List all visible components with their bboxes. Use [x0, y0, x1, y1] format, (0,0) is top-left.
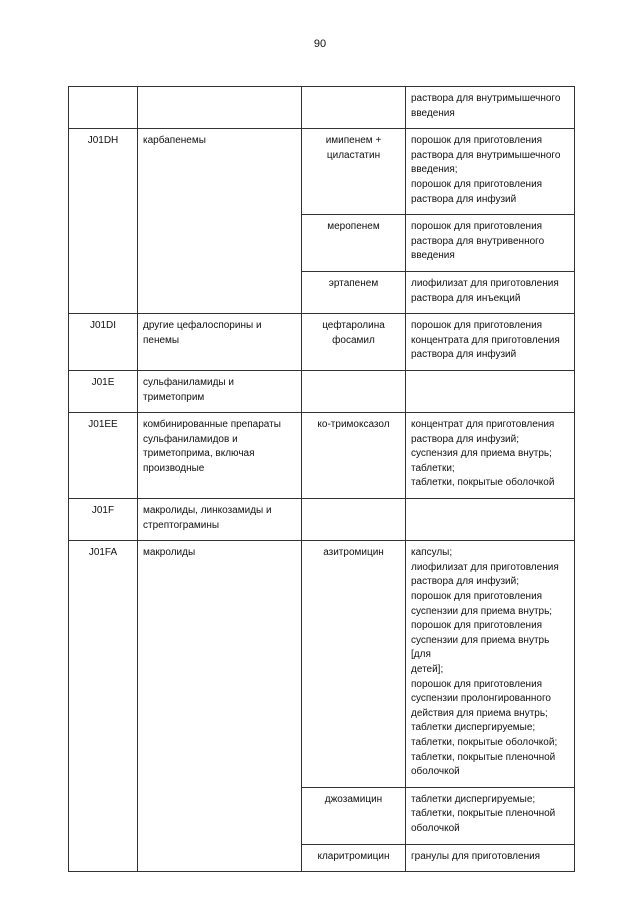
atc-code-cell: J01EE: [69, 413, 138, 499]
dosage-form-cell: порошок для приготовления раствора для внутримышечного введения; порошок для приготовления раствора для инфузий: [406, 129, 575, 215]
table-row: [69, 499, 575, 541]
drug-name-cell: азитромицин: [302, 541, 406, 788]
atc-code-cell: J01DH: [69, 129, 138, 314]
group-name-cell: макролиды, линкозамиды и стрептограмины: [138, 499, 302, 541]
table-row: [69, 129, 575, 215]
group-name-cell: комбинированные препараты сульфаниламидов и триметоприма, включая производные: [138, 413, 302, 499]
drug-name-cell: [302, 87, 406, 129]
table-row: [69, 541, 575, 788]
atc-code-cell: [69, 87, 138, 129]
atc-code-cell: J01E: [69, 370, 138, 412]
table-row: [69, 370, 575, 412]
group-name-cell: сульфаниламиды и триметоприм: [138, 370, 302, 412]
page-number: 90: [313, 38, 327, 50]
group-name-cell: макролиды: [138, 541, 302, 872]
drug-name-cell: ко-тримоксазол: [302, 413, 406, 499]
drug-name-cell: имипенем + циластатин: [302, 129, 406, 215]
group-name-cell: другие цефалоспорины и пенемы: [138, 314, 302, 371]
dosage-form-cell: порошок для приготовления концентрата для приготовления раствора для инфузий: [406, 314, 575, 371]
drug-name-cell: меропенем: [302, 215, 406, 272]
drug-name-cell: цефтаролина фосамил: [302, 314, 406, 371]
atc-code-cell: J01FA: [69, 541, 138, 872]
drug-name-cell: [302, 370, 406, 412]
dosage-form-cell: капсулы; лиофилизат для приготовления раствора для инфузий; порошок для приготовления суспензии для приема внутрь; порошок для приготовления суспензии для приема внутрь [для детей]; порошок для приготовления суспензии пролонгированного действия для приема внутрь; таблетки диспергируемые; таблетки, покрытые оболочкой; таблетки, покрытые пленочной оболочкой: [406, 541, 575, 788]
dosage-form-cell: раствора для внутримышечного введения: [406, 87, 575, 129]
table-row: [69, 87, 575, 129]
drug-name-cell: эртапенем: [302, 271, 406, 313]
group-name-cell: [138, 87, 302, 129]
drug-name-cell: джозамицин: [302, 787, 406, 844]
table-row: [69, 413, 575, 499]
dosage-form-cell: порошок для приготовления раствора для внутривенного введения: [406, 215, 575, 272]
atc-code-cell: J01DI: [69, 314, 138, 371]
dosage-form-cell: концентрат для приготовления раствора для инфузий; суспензия для приема внутрь; таблетки; таблетки, покрытые оболочкой: [406, 413, 575, 499]
dosage-form-cell: лиофилизат для приготовления раствора для инъекций: [406, 271, 575, 313]
dosage-form-cell: [406, 499, 575, 541]
table-row: [69, 314, 575, 371]
dosage-form-cell: таблетки диспергируемые; таблетки, покрытые пленочной оболочкой: [406, 787, 575, 844]
group-name-cell: карбапенемы: [138, 129, 302, 314]
drug-table: [68, 86, 575, 872]
drug-name-cell: кларитромицин: [302, 844, 406, 872]
atc-code-cell: J01F: [69, 499, 138, 541]
dosage-form-cell: гранулы для приготовления: [406, 844, 575, 872]
drug-name-cell: [302, 499, 406, 541]
dosage-form-cell: [406, 370, 575, 412]
